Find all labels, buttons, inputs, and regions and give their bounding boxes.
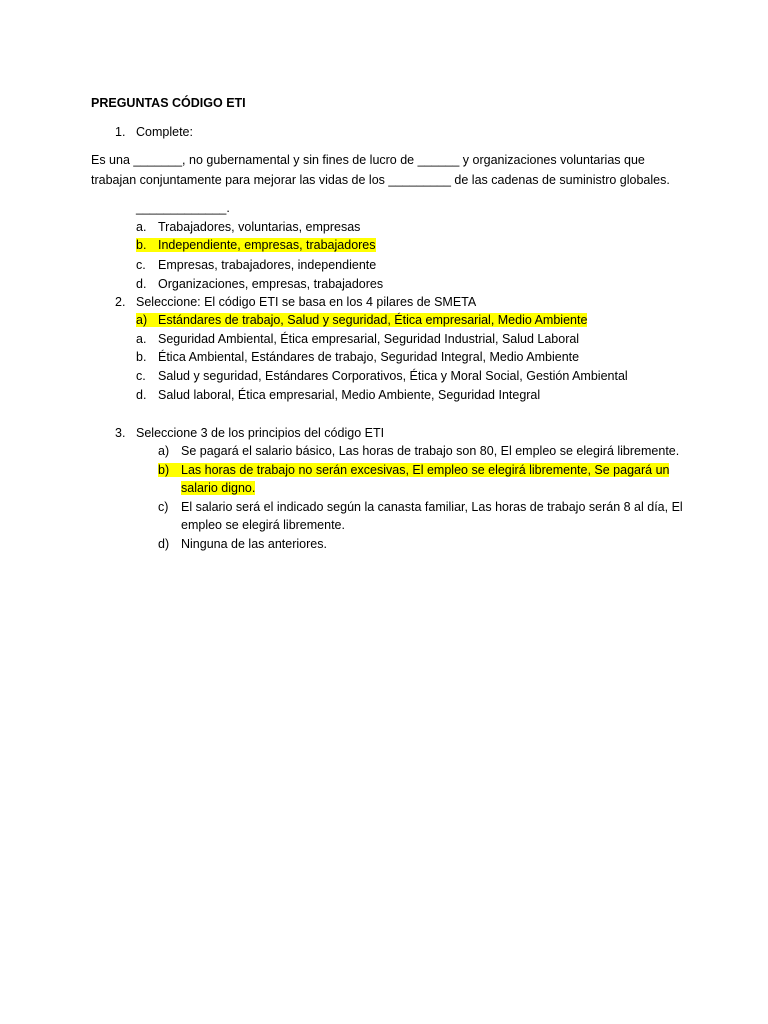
q1-text-line1: Es una _______, no gubernamental y sin fines de lucro de ______ y organizaciones voluntarias que [91,153,645,167]
highlight-mark: Las horas de trabajo no serán excesivas, El empleo se elegirá libremente, Se pagará un [175,463,669,477]
highlight-mark: salario digno. [181,481,256,495]
q2-option-2-letter: a. [136,332,147,346]
q3-option-b-letter: b) [158,462,175,478]
q3-option-c-letter: c) [158,500,169,514]
q1-blank: _____________. [136,201,230,215]
q1-option-c-text: Empresas, trabajadores, independiente [158,258,377,272]
q3-option-c-text-line1: El salario será el indicado según la canasta familiar, Las horas de trabajo serán 8 al día, El [181,500,683,514]
q3-option-c-text-line2: empleo se elegirá libremente. [181,518,345,532]
q3-option-a-letter: a) [158,444,170,458]
q1-option-c-letter: c. [136,258,146,272]
q3-option-b-text-line2 [181,480,255,496]
q3-option-a-text: Se pagará el salario básico, Las horas de trabajo son 80, El empleo se elegirá libremente. [181,444,680,458]
q3-number: 3. [115,426,126,440]
q1-number: 1. [115,125,126,139]
q2-option-1-text [152,312,587,328]
q1-option-a-letter: a. [136,220,147,234]
q2-number: 2. [115,295,126,309]
q1-option-b-letter: b. [136,237,152,253]
q2-option-3-letter: b. [136,350,147,364]
q2-option-1-letter: a) [136,312,153,328]
highlight-mark: Estándares de trabajo, Salud y seguridad, Ética empresarial, Medio Ambiente [152,313,587,327]
q1-option-b-text [152,237,376,253]
q1-text-line2: trabajan conjuntamente para mejorar las vidas de los _________ de las cadenas de suministro globales. [91,173,670,187]
q2-option-5-letter: d. [136,388,147,402]
q2-option-4-letter: c. [136,369,146,383]
q2-option-5-text: Salud laboral, Ética empresarial, Medio Ambiente, Seguridad Integral [158,388,541,402]
q1-option-a-text: Trabajadores, voluntarias, empresas [158,220,361,234]
q2-label: Seleccione: El código ETI se basa en los 4 pilares de SMETA [136,295,477,309]
q3-option-d-text: Ninguna de las anteriores. [181,537,327,551]
q2-option-2-text: Seguridad Ambiental, Ética empresarial, Seguridad Industrial, Salud Laboral [158,332,580,346]
document-title: PREGUNTAS CÓDIGO ETI [91,96,246,110]
q2-option-4-text: Salud y seguridad, Estándares Corporativos, Ética y Moral Social, Gestión Ambiental [158,369,628,383]
q1-option-d-text: Organizaciones, empresas, trabajadores [158,277,384,291]
highlight-mark: Independiente, empresas, trabajadores [152,238,376,252]
q1-label: Complete: [136,125,193,139]
q3-label: Seleccione 3 de los principios del código ETI [136,426,385,440]
q1-option-d-letter: d. [136,277,147,291]
q2-option-3-text: Ética Ambiental, Estándares de trabajo, Seguridad Integral, Medio Ambiente [158,350,580,364]
q3-option-b-text-line1 [175,462,669,478]
q3-option-d-letter: d) [158,537,170,551]
